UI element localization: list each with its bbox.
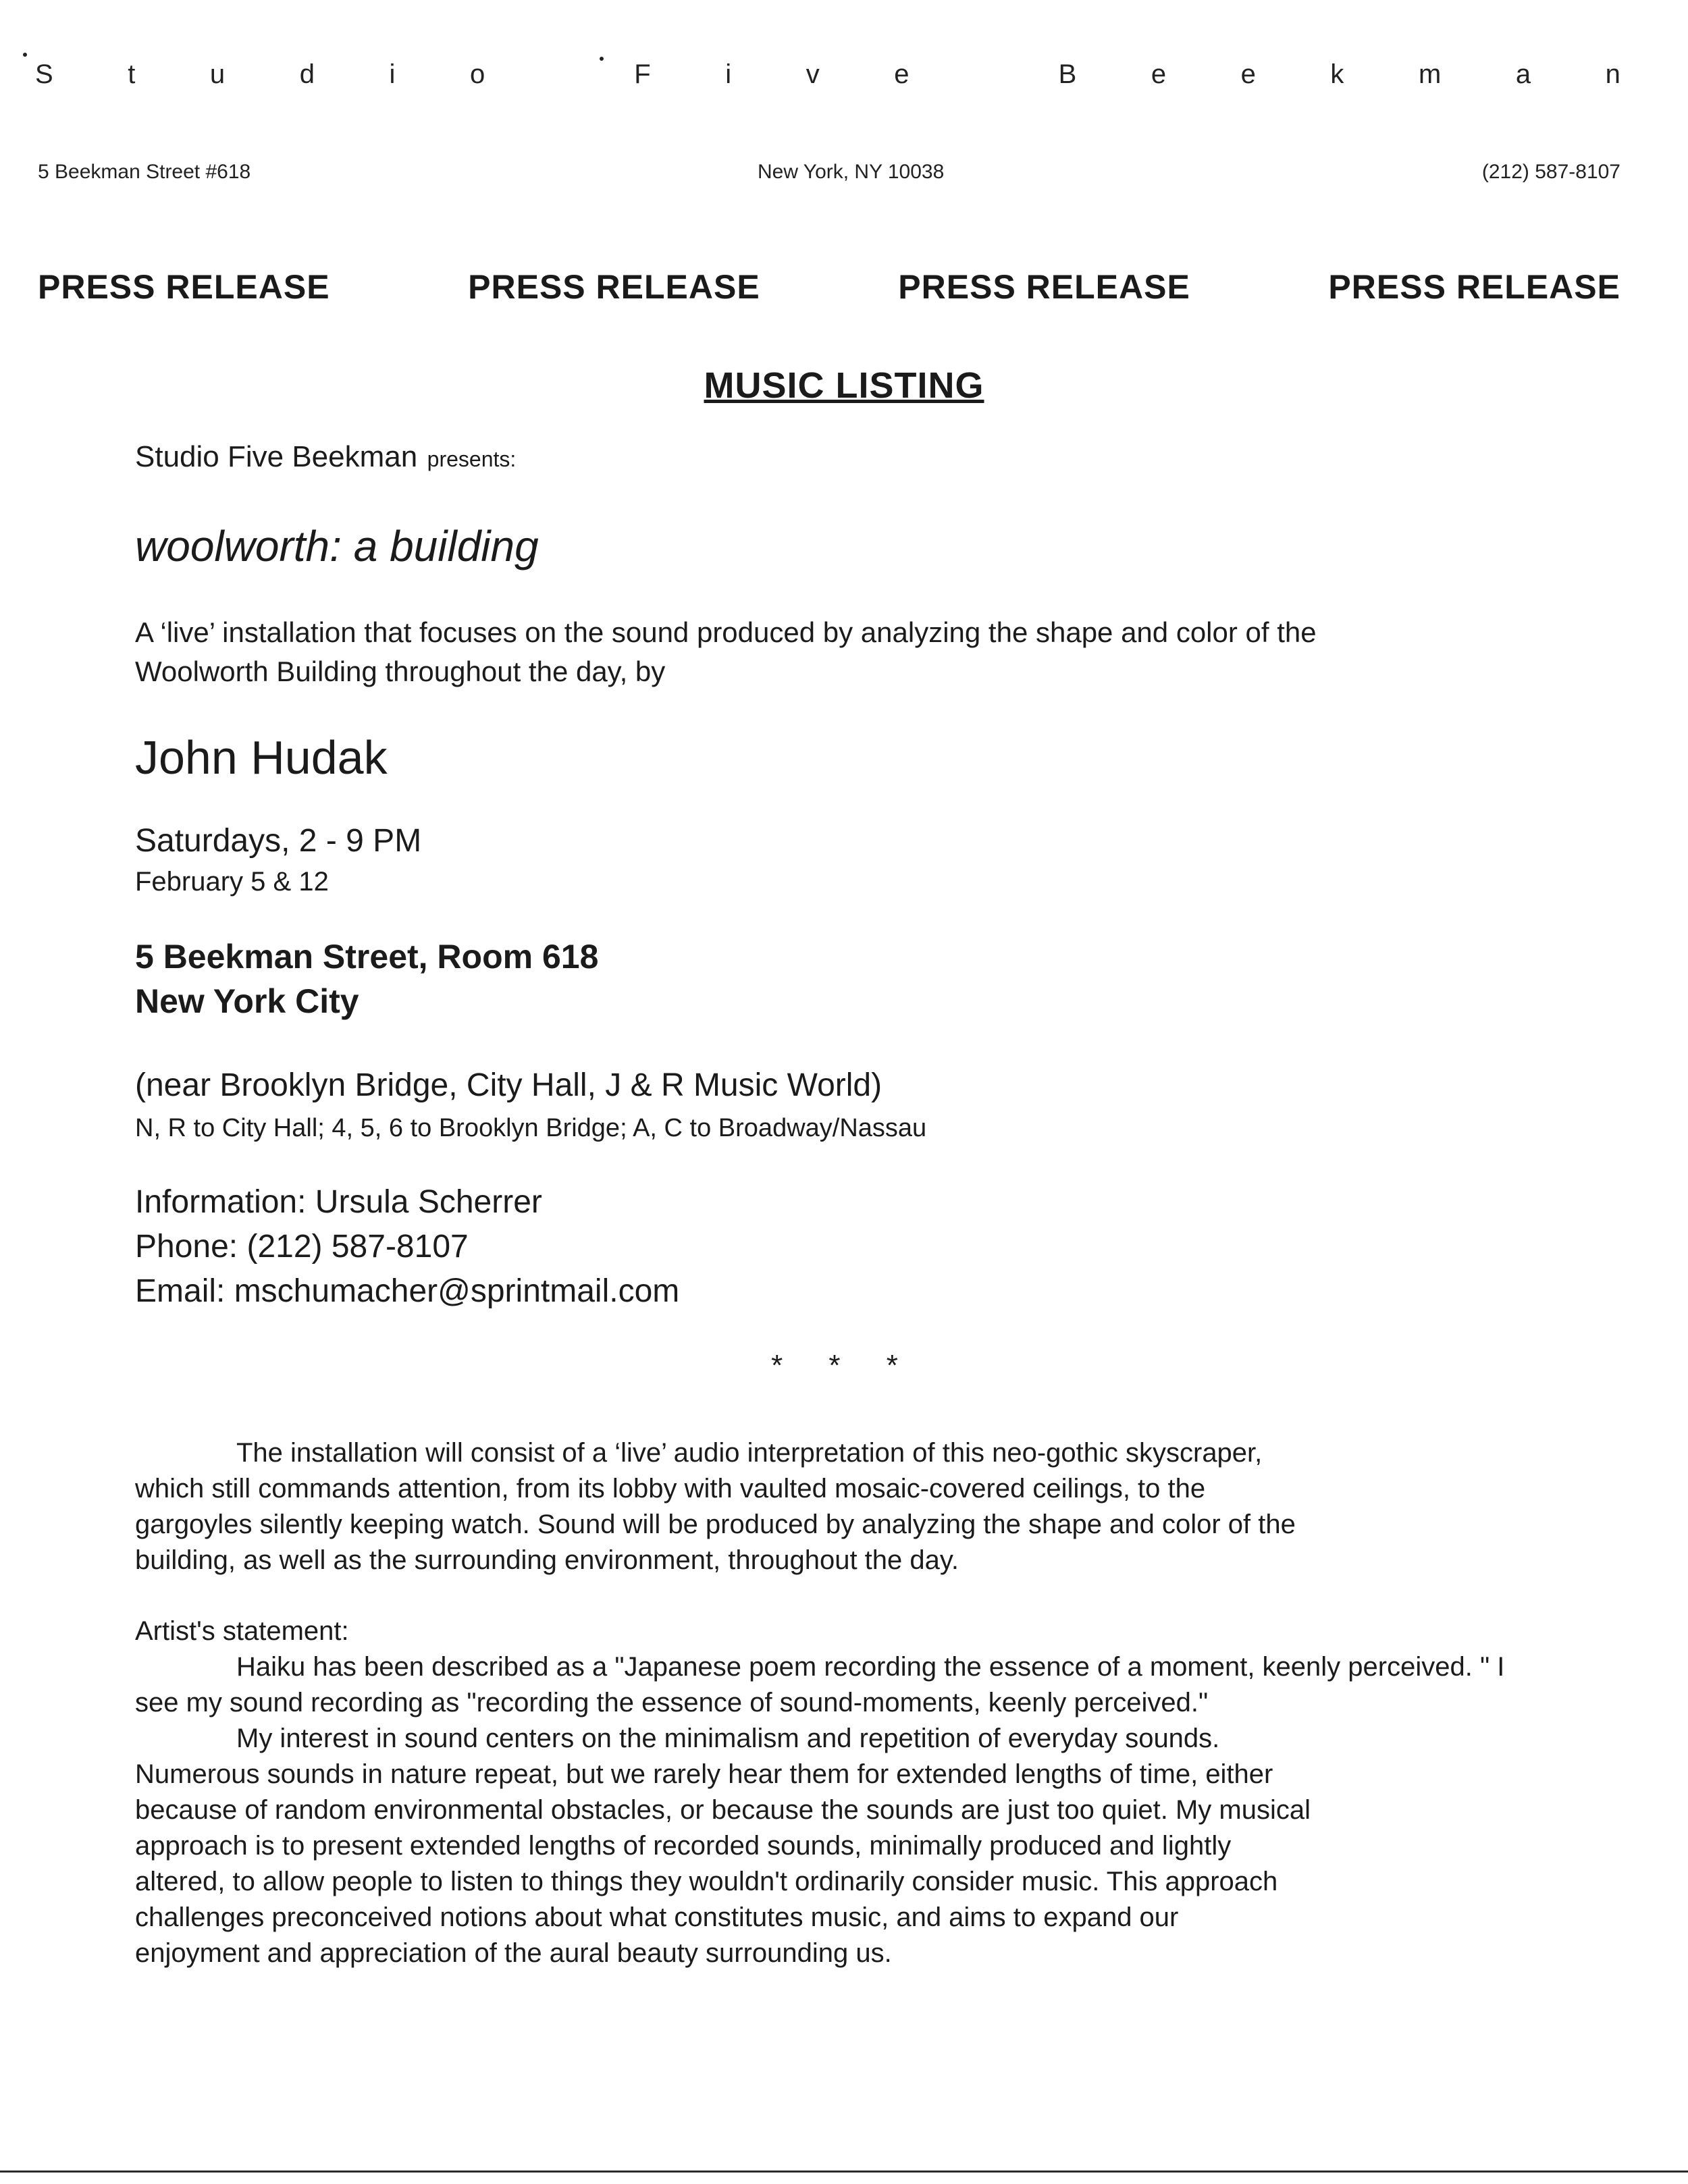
venue — [135, 934, 598, 1023]
scan-mark — [600, 57, 604, 61]
intro-text — [135, 613, 1418, 691]
letterhead-char: S — [35, 59, 53, 89]
letterhead-char: a — [1515, 59, 1531, 89]
artist-statement — [135, 1614, 1607, 1971]
letterhead-char: t — [128, 59, 136, 89]
letterhead-char: B — [1058, 59, 1077, 89]
contact-block — [135, 1180, 679, 1314]
presenter-name: Studio Five Beekman — [135, 440, 418, 473]
press-release-label: PRESS RELEASE — [1328, 268, 1620, 306]
page-heading: MUSIC LISTING — [704, 365, 984, 406]
schedule-dates: February 5 & 12 — [135, 867, 329, 897]
description-paragraph — [135, 1435, 1607, 1578]
statement-label: Artist's statement: — [135, 1616, 349, 1646]
letterhead-char: d — [299, 59, 315, 89]
presenter-line — [135, 440, 516, 474]
statement-line: My interest in sound centers on the minimalism and repetition of everyday sounds. — [236, 1724, 1220, 1753]
letterhead-char: e — [1151, 59, 1167, 89]
letterhead-char: o — [469, 59, 485, 89]
letterhead-char: n — [1605, 59, 1620, 89]
contact-info: Information: Ursula Scherrer — [135, 1184, 542, 1220]
letterhead-char: e — [894, 59, 909, 89]
contact-phone: Phone: (212) 587-8107 — [135, 1229, 469, 1264]
statement-line: because of random environmental obstacles, or because the sounds are just too quiet. My musical — [135, 1795, 1311, 1825]
artist-name: John Hudak — [135, 731, 388, 784]
letterhead-char: u — [209, 59, 226, 89]
letterhead-char: m — [1418, 59, 1442, 89]
page-bottom-rule — [0, 2170, 1688, 2173]
intro-line: A ‘live’ installation that focuses on the sound produced by analyzing the shape and color of the — [135, 616, 1317, 648]
venue-street: 5 Beekman Street, Room 618 — [135, 938, 599, 976]
letterhead-phone: (212) 587-8107 — [1481, 161, 1620, 183]
statement-line: enjoyment and appreciation of the aural beauty surrounding us. — [135, 1938, 892, 1968]
letterhead-name — [35, 59, 1620, 90]
statement-line: Numerous sounds in nature repeat, but we rarely hear them for extended lengths of time, either — [135, 1759, 1273, 1789]
press-release-label: PRESS RELEASE — [898, 268, 1190, 306]
description-line: which still commands attention, from its lobby with vaulted mosaic-covered ceilings, to the — [135, 1474, 1206, 1503]
press-release-label: PRESS RELEASE — [38, 268, 330, 306]
event-title: woolworth: a building — [135, 522, 539, 570]
directions-near: (near Brooklyn Bridge, City Hall, J & R Music World) — [135, 1067, 882, 1103]
letterhead-char: e — [1240, 59, 1256, 89]
letterhead-city: New York, NY 10038 — [758, 161, 945, 183]
presenter-word: presents: — [427, 447, 517, 471]
venue-city: New York City — [135, 982, 359, 1020]
statement-line: see my sound recording as "recording the essence of sound-moments, keenly perceived." — [135, 1688, 1209, 1717]
statement-line: approach is to present extended lengths of recorded sounds, minimally produced and lightly — [135, 1831, 1232, 1861]
press-release-banner — [38, 267, 1620, 307]
contact-email: Email: mschumacher@sprintmail.com — [135, 1273, 680, 1309]
statement-line: altered, to allow people to listen to things they wouldn't ordinarily consider music. This approach — [135, 1867, 1278, 1896]
statement-line: challenges preconceived notions about what constitutes music, and aims to expand our — [135, 1902, 1179, 1932]
statement-line: Haiku has been described as a "Japanese poem recording the essence of a moment, keenly perceived. " I — [236, 1652, 1505, 1682]
letterhead-char: i — [389, 59, 396, 89]
scan-mark — [23, 53, 27, 57]
description-line: The installation will consist of a ‘live’ audio interpretation of this neo-gothic skyscraper, — [236, 1438, 1263, 1468]
press-release-label: PRESS RELEASE — [468, 268, 760, 306]
description-line: gargoyles silently keeping watch. Sound will be produced by analyzing the shape and color of the — [135, 1510, 1296, 1539]
letterhead-char: k — [1330, 59, 1344, 89]
letterhead-char: F — [634, 59, 651, 89]
letterhead-char: i — [725, 59, 732, 89]
schedule-days: Saturdays, 2 - 9 PM — [135, 823, 422, 859]
section-separator: * * * — [771, 1349, 917, 1382]
description-line: building, as well as the surrounding environment, throughout the day. — [135, 1545, 959, 1575]
intro-line: Woolworth Building throughout the day, by — [135, 656, 666, 687]
letterhead-address: 5 Beekman Street #618 — [38, 161, 251, 183]
directions-trains: N, R to City Hall; 4, 5, 6 to Brooklyn Bridge; A, C to Broadway/Nassau — [135, 1114, 927, 1142]
letterhead-char: v — [806, 59, 820, 89]
